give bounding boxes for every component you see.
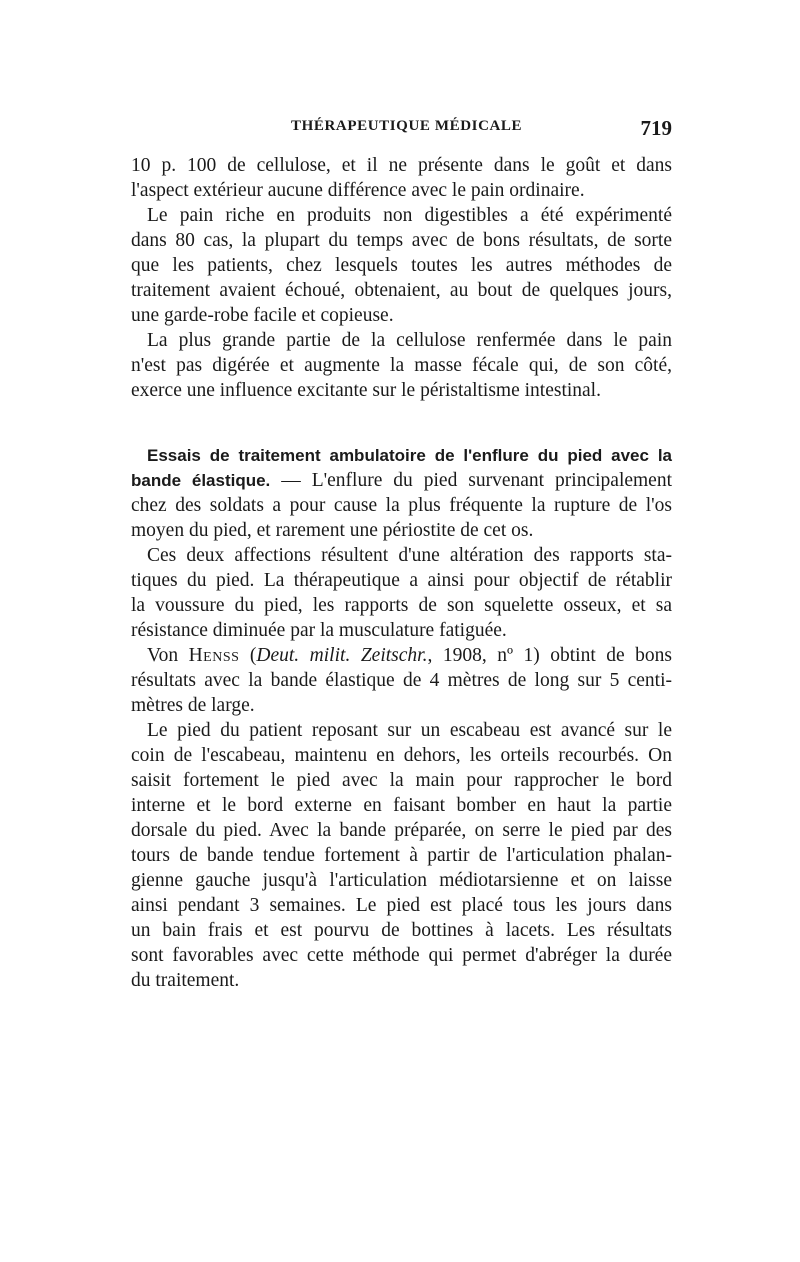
text-line: tours de bande tendue fortement à partir de l'articulation phalan- — [131, 845, 672, 866]
page-number: 719 — [640, 116, 672, 140]
text-line: gienne gauche jusqu'à l'articulation médiotarsienne et on laisse — [131, 870, 672, 891]
text-line: saisit fortement le pied avec la main pour rapprocher le bord — [131, 770, 672, 791]
text-line: Ces deux affections résultent d'une altération des rapports sta- — [147, 545, 672, 566]
running-head — [131, 116, 672, 140]
text-line: dorsale du pied. Avec la bande préparée, on serre le pied par des — [131, 820, 672, 841]
text-line: résultats avec la bande élastique de 4 mètres de long sur 5 centi- — [131, 670, 672, 691]
text-fragment: , 1908, nº 1) obtint de bons — [427, 645, 672, 666]
section-text: — L'enflure du pied survenant principalement — [270, 470, 673, 491]
text-line: tiques du pied. La thérapeutique a ainsi pour objectif de rétablir — [131, 570, 672, 591]
text-line: moyen du pied, et rarement une périostite de cet os. — [131, 520, 534, 541]
section-title-continued: bande élastique. — [131, 471, 271, 490]
text-line: ainsi pendant 3 semaines. Le pied est placé tous les jours dans — [131, 895, 672, 916]
text-line: coin de l'escabeau, maintenu en dehors, les orteils recourbés. On — [131, 745, 672, 766]
text-line: du traitement. — [131, 970, 240, 991]
text-line — [131, 643, 672, 669]
text-line: dans 80 cas, la plupart du temps avec de bons résultats, de sorte — [131, 230, 672, 251]
text-line — [131, 468, 672, 494]
text-line: l'aspect extérieur aucune différence avec le pain ordinaire. — [131, 180, 585, 201]
section-title: Essais de traitement ambulatoire de l'enflure du pied avec la — [147, 446, 672, 465]
text-line: une garde-robe facile et copieuse. — [131, 305, 394, 326]
text-fragment: ( — [239, 645, 257, 666]
journal-title: Deut. milit. Zeitschr. — [256, 645, 428, 666]
text-line: Le pain riche en produits non digestibles a été expérimenté — [147, 205, 672, 226]
text-line: Le pied du patient reposant sur un escabeau est avancé sur le — [147, 720, 672, 741]
text-fragment: Von — [147, 645, 189, 666]
text-line: un bain frais et est pourvu de bottines à lacets. Les résultats — [131, 920, 672, 941]
text-line: La plus grande partie de la cellulose renfermée dans le pain — [147, 330, 672, 351]
text-line: sont favorables avec cette méthode qui permet d'abréger la durée — [131, 945, 672, 966]
text-line: exerce une influence excitante sur le péristaltisme intestinal. — [131, 380, 601, 401]
text-line: mètres de large. — [131, 695, 255, 716]
text-line: interne et le bord externe en faisant bomber en haut la partie — [131, 795, 672, 816]
text-line: traitement avaient échoué, obtenaient, au bout de quelques jours, — [131, 280, 672, 301]
text-line: chez des soldats a pour cause la plus fréquente la rupture de l'os — [131, 495, 672, 516]
text-line: que les patients, chez lesquels toutes les autres méthodes de — [131, 255, 672, 276]
running-title: THÉRAPEUTIQUE MÉDICALE — [291, 118, 523, 134]
author-name: Henss — [188, 645, 240, 666]
text-line: résistance diminuée par la musculature fatiguée. — [131, 620, 507, 641]
text-line: n'est pas digérée et augmente la masse fécale qui, de son côté, — [131, 355, 672, 376]
text-line: 10 p. 100 de cellulose, et il ne présente dans le goût et dans — [131, 155, 672, 176]
text-line: la voussure du pied, les rapports de son squelette osseux, et sa — [131, 595, 672, 616]
